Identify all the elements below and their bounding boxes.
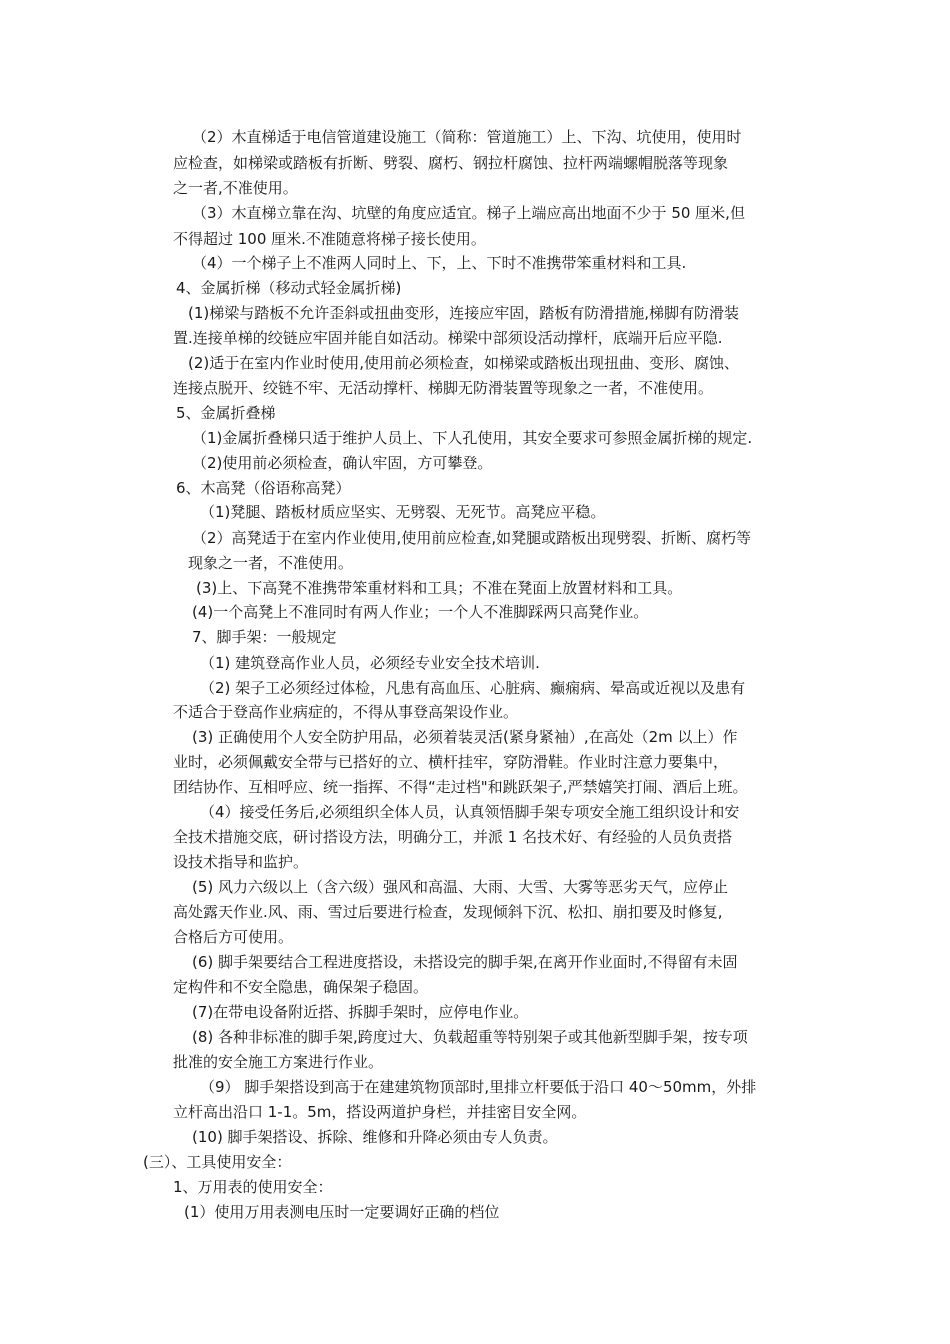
text-line: (7)在带电设备附近搭、拆脚手架时，应停电作业。: [192, 1003, 529, 1021]
text-line: 全技术措施交底，研讨搭设方法，明确分工，并派 1 名技术好、有经验的人员负责搭: [173, 828, 733, 846]
section-heading: 1、万用表的使用安全：: [173, 1178, 333, 1196]
text-line: (3)上、下高凳不准携带笨重材料和工具；不准在凳面上放置材料和工具。: [196, 579, 683, 597]
text-line: (10) 脚手架搭设、拆除、维修和升降必须由专人负责。: [192, 1128, 558, 1146]
text-line: (1)梯梁与踏板不允许歪斜或扭曲变形，连接应牢固，踏板有防滑措施,梯脚有防滑装: [188, 304, 740, 322]
text-line: 立杆高出沿口 1-1。5m，搭设两道护身栏，并挂密目安全网。: [173, 1103, 587, 1121]
text-line: 设技术指导和监护。: [173, 853, 309, 871]
text-line: （1)金属折叠梯只适于维护人员上、下人孔使用，其安全要求可参照金属折梯的规定.: [192, 429, 753, 447]
text-line: (6) 脚手架要结合工程进度搭设，未搭设完的脚手架,在离开作业面时,不得留有未固: [192, 953, 738, 971]
text-line: 现象之一者，不准使用。: [188, 554, 354, 572]
text-line: 高处露天作业.风、雨、雪过后要进行检查，发现倾斜下沉、松扣、崩扣要及时修复,: [173, 903, 723, 921]
text-line: （4）接受任务后,必须组织全体人员，认真领悟脚手架专项安全施工组织设计和安: [200, 803, 740, 821]
text-line: 团结协作、互相呼应、统一指挥、不得“走过档"和跳跃架子,严禁嬉笑打闹、酒后上班。: [173, 778, 748, 796]
text-line: (1）使用万用表测电压时一定要调好正确的档位: [184, 1203, 500, 1221]
text-line: 不适合于登高作业病症的，不得从事登高架设作业。: [173, 703, 519, 721]
text-line: 之一者,不准使用。: [173, 179, 298, 197]
text-line: 不得超过 100 厘米.不准随意将梯子接长使用。: [173, 230, 486, 248]
text-line: （1)凳腿、踏板材质应坚实、无劈裂、无死节。高凳应平稳。: [200, 503, 606, 521]
text-line: (3) 正确使用个人安全防护用品，必须着装灵活(紧身紧袖）,在高处（2m 以上）作: [192, 728, 738, 746]
text-line: 定构件和不安全隐患，确保架子稳固。: [173, 978, 429, 996]
text-line: 应检查，如梯梁或踏板有折断、劈裂、腐朽、钢拉杆腐蚀、拉杆两端螺帽脱落等现象: [173, 154, 729, 172]
text-line: （2)使用前必须检查，确认牢固，方可攀登。: [192, 454, 493, 472]
text-line: (5) 风力六级以上（含六级）强风和高温、大雨、大雪、大雾等恶劣天气，应停止: [192, 878, 729, 896]
text-line: (2)适于在室内作业时使用,使用前必须检查，如梯梁或踏板出现扭曲、变形、腐蚀、: [188, 354, 740, 372]
text-line: （3）木直梯立靠在沟、坑壁的角度应适宜。梯子上端应高出地面不少于 50 厘米,但: [192, 204, 745, 222]
section-heading: 5、金属折叠梯: [176, 404, 276, 422]
text-line: （9） 脚手架搭设到高于在建建筑物顶部时,里排立杆要低于沿口 40～50mm，外排: [200, 1078, 757, 1096]
text-line: 连接点脱开、绞链不牢、无活动撑杆、梯脚无防滑装置等现象之一者，不准使用。: [173, 379, 714, 397]
text-line: （1) 建筑登高作业人员，必须经专业安全技术培训.: [200, 654, 540, 672]
text-line: （2) 架子工必须经过体检，凡患有高血压、心脏病、癫痫病、晕高或近视以及患有: [200, 679, 746, 697]
section-heading: 4、金属折梯（移动式轻金属折梯): [176, 279, 402, 297]
section-heading: 7、脚手架：一般规定: [192, 628, 337, 646]
text-line: (4)一个高凳上不准同时有两人作业；一个人不准脚踩两只高凳作业。: [192, 603, 649, 621]
section-heading: (三）、工具使用安全：: [143, 1153, 292, 1171]
text-line: (8) 各种非标准的脚手架,跨度过大、负载超重等特别架子或其他新型脚手架，按专项: [192, 1028, 748, 1046]
text-line: （2）高凳适于在室内作业使用,使用前应检查,如凳腿或踏板出现劈裂、折断、腐朽等: [192, 529, 752, 547]
text-line: 业时，必须佩戴安全带与已搭好的立、横杆挂牢，穿防滑鞋。作业时注意力要集中，: [173, 753, 729, 771]
text-line: 置.连接单梯的绞链应牢固并能自如活动。梯梁中部须设活动撑杆，底端开后应平隐.: [173, 329, 723, 347]
text-line: 合格后方可使用。: [173, 928, 294, 946]
text-line: （2）木直梯适于电信管道建设施工（简称：管道施工）上、下沟、坑使用，使用时: [192, 128, 742, 146]
text-line: 批准的安全施工方案进行作业。: [173, 1053, 384, 1071]
section-heading: 6、木高凳（俗语称高凳）: [176, 479, 351, 497]
text-line: （4）一个梯子上不准两人同时上、下，上、下时不准携带笨重材料和工具.: [192, 254, 687, 272]
